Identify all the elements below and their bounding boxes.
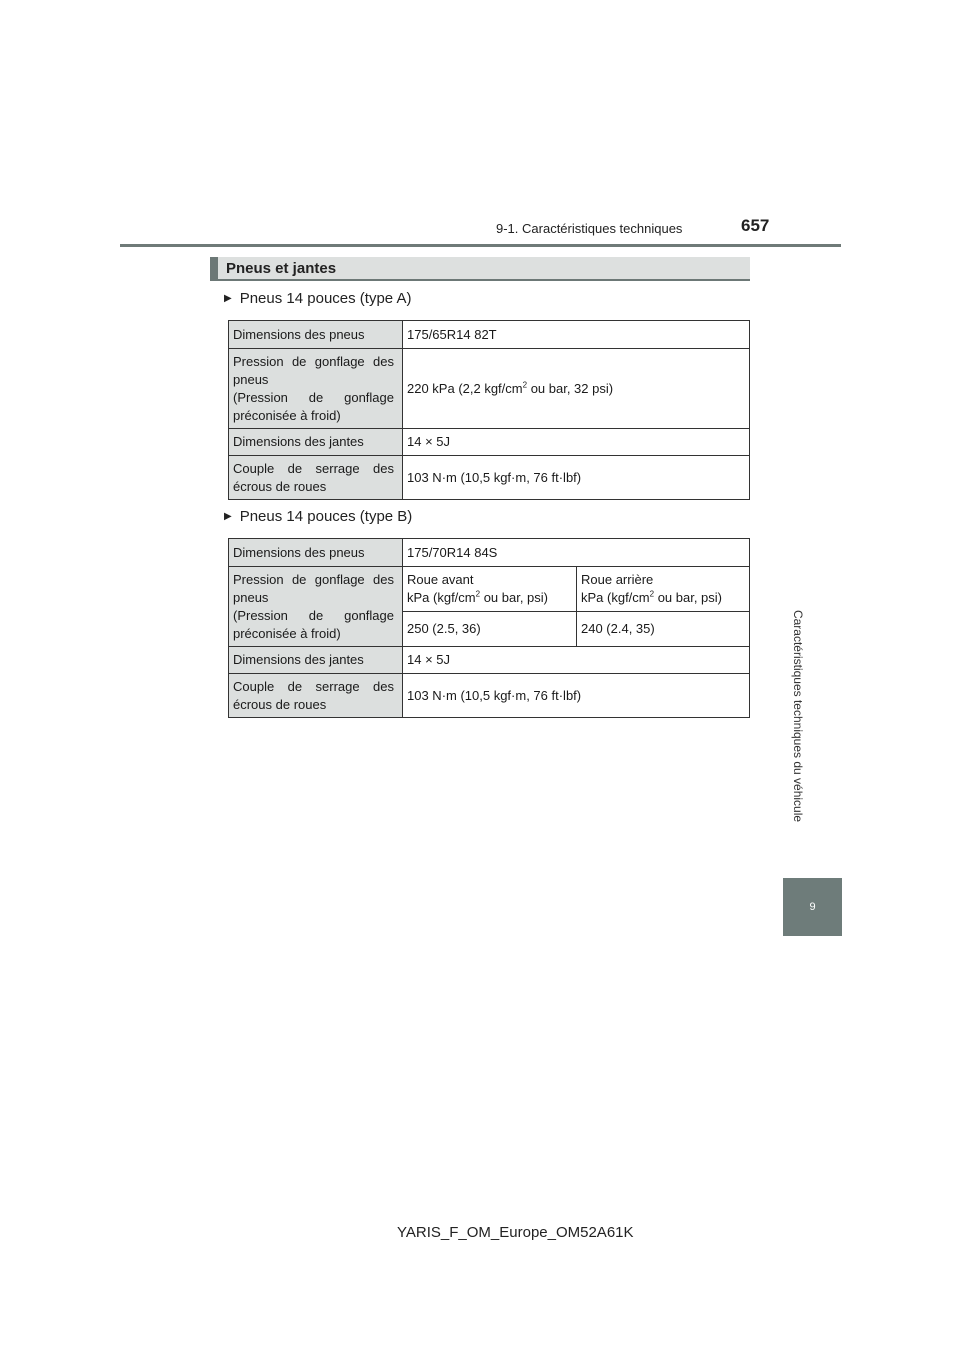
type-a-wheel-size-value: 14 × 5J bbox=[403, 429, 750, 456]
type-a-pressure-value bbox=[403, 349, 750, 429]
type-b-pressure-label-2: (Pression de gonflage préconisée à froid) bbox=[233, 607, 394, 641]
type-a-pressure-label bbox=[229, 349, 403, 429]
table-row bbox=[229, 647, 750, 674]
type-b-rear-header-sup: 2 bbox=[649, 589, 655, 599]
section-heading bbox=[210, 257, 750, 281]
type-a-pressure-sup: 2 bbox=[522, 380, 528, 390]
table-row bbox=[229, 567, 750, 612]
type-b-front-header-1: Roue avant bbox=[407, 572, 474, 587]
type-b-pressure-label-1: Pression de gonflage des pneus bbox=[233, 571, 394, 605]
type-b-front-header-2b: ou bar, psi) bbox=[480, 590, 549, 605]
type-a-wheel-size-label: Dimensions des jantes bbox=[229, 429, 403, 456]
type-a-torque-value: 103 N·m (10,5 kgf·m, 76 ft·lbf) bbox=[403, 456, 750, 500]
type-b-tire-size-value: 175/70R14 84S bbox=[403, 539, 750, 567]
type-b-pressure-label bbox=[229, 567, 403, 647]
type-b-front-value: 250 (2.5, 36) bbox=[403, 612, 577, 647]
header-section-title: 9-1. Caractéristiques techniques bbox=[496, 221, 683, 236]
type-a-torque-label: Couple de serrage des écrous de roues bbox=[229, 456, 403, 500]
triangle-bullet-icon: ▶ bbox=[224, 511, 232, 522]
type-b-rear-header-1: Roue arrière bbox=[581, 572, 654, 587]
type-b-wheel-size-label: Dimensions des jantes bbox=[229, 647, 403, 674]
table-row bbox=[229, 429, 750, 456]
header-rule bbox=[120, 244, 841, 247]
type-b-torque-label: Couple de serrage des écrous de roues bbox=[229, 674, 403, 718]
table-row bbox=[229, 349, 750, 429]
type-a-pressure-value-a: 220 kPa (2,2 kgf/cm bbox=[407, 380, 523, 396]
page-number: 657 bbox=[741, 216, 770, 235]
section-heading-text: Pneus et jantes bbox=[226, 260, 337, 277]
type-b-heading-text: Pneus 14 pouces (type B) bbox=[239, 508, 413, 525]
type-a-pressure-label-1: Pression de gonflage des pneus bbox=[233, 353, 394, 387]
table-row bbox=[229, 539, 750, 567]
triangle-bullet-icon: ▶ bbox=[224, 293, 232, 304]
type-b-spec-table bbox=[228, 538, 750, 718]
type-a-pressure-value-b: ou bar, 32 psi) bbox=[527, 380, 614, 396]
type-b-wheel-size-value: 14 × 5J bbox=[403, 647, 750, 674]
side-chapter-label-text: Caractéristiques techniques du véhicule bbox=[791, 609, 805, 823]
type-b-rear-header bbox=[577, 567, 750, 612]
chapter-tab: 9 bbox=[783, 878, 842, 936]
type-b-front-header bbox=[403, 567, 577, 612]
type-b-rear-header-2b: ou bar, psi) bbox=[654, 590, 723, 605]
table-row bbox=[229, 456, 750, 500]
footer-document-code: YARIS_F_OM_Europe_OM52A61K bbox=[397, 1224, 634, 1241]
type-b-heading bbox=[224, 508, 412, 525]
type-a-spec-table bbox=[228, 320, 750, 500]
type-b-front-header-sup: 2 bbox=[475, 589, 481, 599]
table-row bbox=[229, 674, 750, 718]
type-a-pressure-label-2: (Pression de gonflage préconisée à froid) bbox=[233, 389, 394, 423]
type-a-heading-text: Pneus 14 pouces (type A) bbox=[239, 290, 412, 307]
type-a-tire-size-label: Dimensions des pneus bbox=[229, 321, 403, 349]
type-b-rear-value: 240 (2.4, 35) bbox=[577, 612, 750, 647]
type-a-heading bbox=[224, 290, 411, 307]
side-chapter-label bbox=[786, 557, 810, 875]
type-b-rear-header-2a: kPa (kgf/cm bbox=[581, 590, 650, 605]
type-b-front-header-2a: kPa (kgf/cm bbox=[407, 590, 476, 605]
type-a-tire-size-value: 175/65R14 82T bbox=[403, 321, 750, 349]
type-b-tire-size-label: Dimensions des pneus bbox=[229, 539, 403, 567]
type-b-torque-value: 103 N·m (10,5 kgf·m, 76 ft·lbf) bbox=[403, 674, 750, 718]
table-row bbox=[229, 321, 750, 349]
